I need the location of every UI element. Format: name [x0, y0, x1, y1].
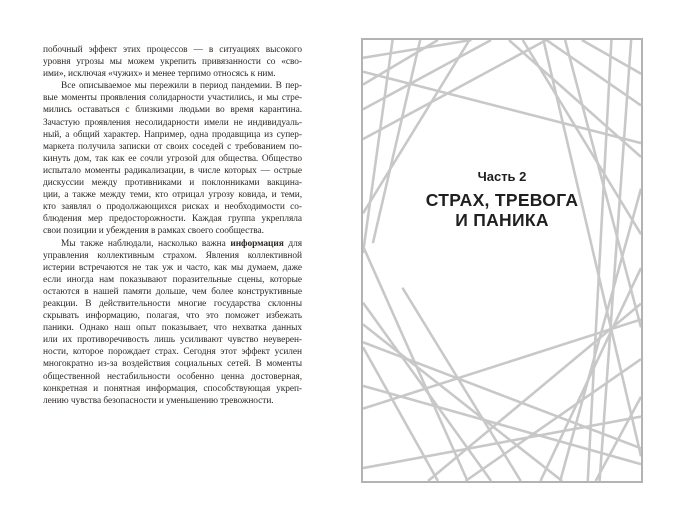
part-title-line: И ПАНИКА — [455, 209, 549, 230]
text-line: испытало моменты радикализации, в числе которых — острые — [43, 165, 302, 176]
text-line: общественной нестабильности особенно ценна достоверная, — [43, 371, 302, 382]
text-line: скрывать информацию, полагая, что это поможет избежать — [43, 311, 302, 322]
text-line: ции, а также между теми, кто отрицал угрозу ковида, и теми, — [43, 190, 302, 201]
text-line: лению чувства безопасности и уменьшению тревожности. — [43, 395, 274, 406]
text-line: Все описываемое мы пережили в период пандемии. В пер- — [61, 81, 302, 92]
text-line: Мы также наблюдали, насколько важна информация для — [61, 238, 302, 249]
paragraph — [43, 44, 302, 80]
text-line: блюдения мер предосторожности. Каждая группа укрепляла — [43, 214, 302, 225]
paragraph — [43, 80, 302, 237]
left-page-text — [43, 44, 302, 407]
text-line: остаются в нашей памяти дольше, чем более конструктивные — [43, 286, 302, 297]
decorative-lines-svg — [363, 40, 641, 481]
text-line: дискуссии между противниками и поклонниками вакцина- — [43, 178, 302, 189]
part-number-label: Часть 2 — [477, 169, 527, 184]
text-line: ности, которое порождает страх. Сегодня этот эффект усилен — [43, 347, 302, 358]
part-title-line: СТРАХ, ТРЕВОГА — [425, 190, 579, 210]
part-opener-frame — [361, 38, 643, 483]
text-line: Зачастую проявления несолидарности имели не индивидуаль- — [43, 117, 302, 128]
text-line: вые моменты проявления солидарности участились, и мы стре- — [43, 93, 302, 104]
text-line: побочный эффект этих процессов — в ситуациях высокого — [43, 45, 302, 55]
text-line: уровня угрозы мы можем укрепить привязанности со «сво- — [43, 57, 302, 68]
text-line: или их противоречивость лишь усиливают чувство неуверен- — [43, 335, 302, 346]
paragraph — [43, 238, 302, 407]
text-line: мились оставаться с близкими людьми во время карантина. — [43, 105, 302, 116]
text-line: паники. Однако наш опыт показывает, что нехватка данных — [43, 323, 302, 334]
text-line: управления коллективным страхом. Явления коллективной — [43, 250, 302, 261]
part-title — [363, 191, 641, 230]
text-line: свои позиции и убеждения в рамках своего сообщества. — [43, 226, 264, 237]
text-line: если иногда нам показывают поразительные сцены, которые — [43, 274, 302, 285]
part-heading — [363, 169, 641, 230]
text-line: маркета получила записки от своих соседей с требованием по- — [43, 141, 302, 152]
text-line: кинуть дом, так как ее сочли угрозой для общества. Общество — [43, 153, 302, 164]
text-line: ими», исключая «чужих» и менее терпимо относясь к ним. — [43, 69, 276, 80]
text-line: реакции. В действительности многие государства склонны — [43, 298, 302, 309]
text-line: истерии встречаются не так уж и часто, как мы думаем, даже — [43, 262, 302, 273]
text-line: многократно из-за воздействия социальных сетей. В моменты — [43, 359, 302, 370]
text-line: кто заявлял о продолжающихся рисках и необходимости со- — [43, 202, 302, 213]
text-line: конкретная и понятная информация, способствующая укреп- — [43, 383, 302, 394]
text-line: ный, а общий характер. Например, одна продавщица из супер- — [43, 129, 302, 140]
